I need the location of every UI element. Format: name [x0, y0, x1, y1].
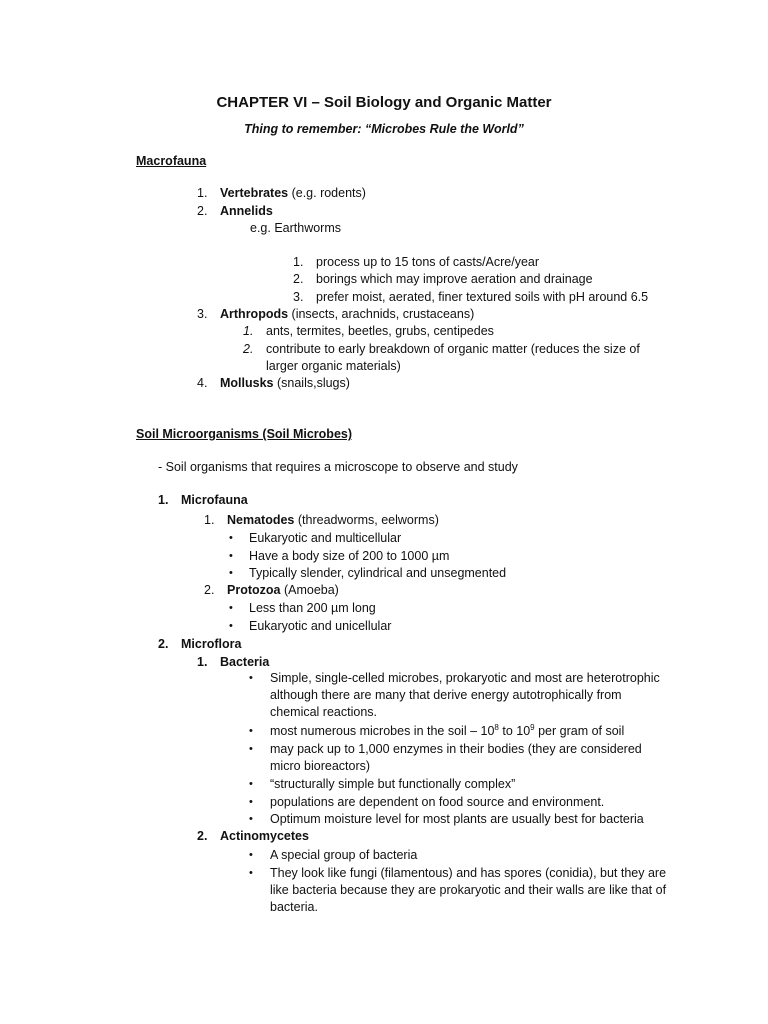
- bullet-text: They look like fungi (filamentous) and has spores (conidia), but they are: [270, 866, 667, 880]
- bullet-text-continued: although there are many that derive energy autotrophically from: [270, 688, 622, 702]
- microorganisms-intro: - Soil organisms that requires a microscope to observe and study: [158, 460, 518, 474]
- section-label: Microflora: [181, 637, 242, 651]
- point-number: 2.: [293, 272, 304, 286]
- bullet-text: Have a body size of 200 to 1000 µm: [249, 549, 450, 563]
- point-text: ants, termites, beetles, grubs, centipedes: [266, 324, 494, 338]
- bullet-text: [270, 723, 624, 739]
- section-number: 1.: [158, 493, 169, 507]
- item-detail: (threadworms, eelworms): [294, 513, 439, 527]
- item-text: [220, 185, 366, 201]
- text-part: most numerous microbes in the soil – 10: [270, 724, 495, 738]
- item-detail: (Amoeba): [280, 583, 339, 597]
- bullet-icon: •: [249, 743, 253, 755]
- macrofauna-heading: Macrofauna: [136, 154, 207, 168]
- bullet-text-continued: chemical reactions.: [270, 705, 377, 719]
- bullet-text: Typically slender, cylindrical and unsegmented: [249, 566, 507, 580]
- text-part: per gram of soil: [534, 724, 625, 738]
- item-term: Protozoa: [227, 583, 281, 597]
- item-number: 1.: [204, 513, 215, 527]
- bullet-icon: •: [249, 813, 253, 825]
- bullet-text: Less than 200 µm long: [249, 601, 376, 615]
- item-detail: (insects, arachnids, crustaceans): [288, 307, 475, 321]
- bullet-icon: •: [249, 867, 253, 879]
- bullet-text: Optimum moisture level for most plants are usually best for bacteria: [270, 812, 644, 826]
- item-term: Arthropods: [220, 307, 289, 321]
- item-number: 3.: [197, 307, 208, 321]
- section-number: 2.: [158, 637, 169, 651]
- point-number: 2.: [243, 342, 254, 356]
- item-term: Nematodes: [227, 513, 295, 527]
- text-part: to 10: [498, 724, 531, 738]
- bullet-text-continued: micro bioreactors): [270, 759, 371, 773]
- item-term: Mollusks: [220, 376, 274, 390]
- bullet-text: A special group of bacteria: [270, 848, 418, 862]
- item-text: [227, 582, 339, 598]
- bullet-icon: •: [229, 602, 233, 614]
- point-text: process up to 15 tons of casts/Acre/year: [316, 255, 540, 269]
- point-number: 3.: [293, 290, 304, 304]
- bullet-icon: •: [229, 620, 233, 632]
- item-label: Bacteria: [220, 655, 270, 669]
- item-text: [220, 306, 474, 322]
- item-number: 2.: [197, 829, 208, 843]
- bullet-icon: •: [249, 725, 253, 737]
- point-text-continued: larger organic materials): [266, 359, 401, 373]
- bullet-icon: •: [249, 849, 253, 861]
- bullet-text: Eukaryotic and unicellular: [249, 619, 392, 633]
- point-number: 1.: [243, 324, 254, 338]
- bullet-text-continued: like bacteria because they are prokaryotic and their walls are like that of: [270, 883, 667, 897]
- superscript: 8: [494, 722, 499, 732]
- annelid-example: e.g. Earthworms: [250, 221, 342, 235]
- item-number: 1.: [197, 655, 208, 669]
- bullet-icon: •: [249, 672, 253, 684]
- bullet-icon: •: [229, 550, 233, 562]
- point-text: borings which may improve aeration and drainage: [316, 272, 593, 286]
- page-title: CHAPTER VI – Soil Biology and Organic Matter: [216, 94, 552, 111]
- item-detail: (snails,slugs): [273, 376, 350, 390]
- bullet-text: Simple, single-celled microbes, prokaryotic and most are heterotrophic: [270, 671, 660, 685]
- bullet-text-continued: bacteria.: [270, 900, 318, 914]
- item-text: [220, 375, 350, 391]
- item-text: [220, 203, 273, 219]
- item-term: Annelids: [220, 204, 273, 218]
- point-text: prefer moist, aerated, finer textured soils with pH around 6.5: [316, 290, 649, 304]
- point-text: contribute to early breakdown of organic matter (reduces the size of: [266, 342, 640, 356]
- page-subtitle: Thing to remember: “Microbes Rule the World”: [244, 122, 524, 136]
- item-number: 4.: [197, 376, 208, 390]
- item-label: Actinomycetes: [220, 829, 309, 843]
- item-number: 2.: [204, 583, 215, 597]
- item-text: [227, 512, 439, 528]
- bullet-text: populations are dependent on food source and environment.: [270, 795, 605, 809]
- bullet-text: “structurally simple but functionally complex”: [270, 777, 516, 791]
- bullet-icon: •: [229, 532, 233, 544]
- item-number: 1.: [197, 186, 208, 200]
- item-term: Vertebrates: [220, 186, 289, 200]
- bullet-icon: •: [249, 796, 253, 808]
- superscript: 9: [530, 722, 535, 732]
- point-number: 1.: [293, 255, 304, 269]
- item-detail: (e.g. rodents): [288, 186, 366, 200]
- bullet-text: may pack up to 1,000 enzymes in their bodies (they are considered: [270, 742, 642, 756]
- section-label: Microfauna: [181, 493, 248, 507]
- microorganisms-heading: Soil Microorganisms (Soil Microbes): [136, 427, 353, 441]
- bullet-icon: •: [249, 778, 253, 790]
- item-number: 2.: [197, 204, 208, 218]
- bullet-text: Eukaryotic and multicellular: [249, 531, 402, 545]
- bullet-icon: •: [229, 567, 233, 579]
